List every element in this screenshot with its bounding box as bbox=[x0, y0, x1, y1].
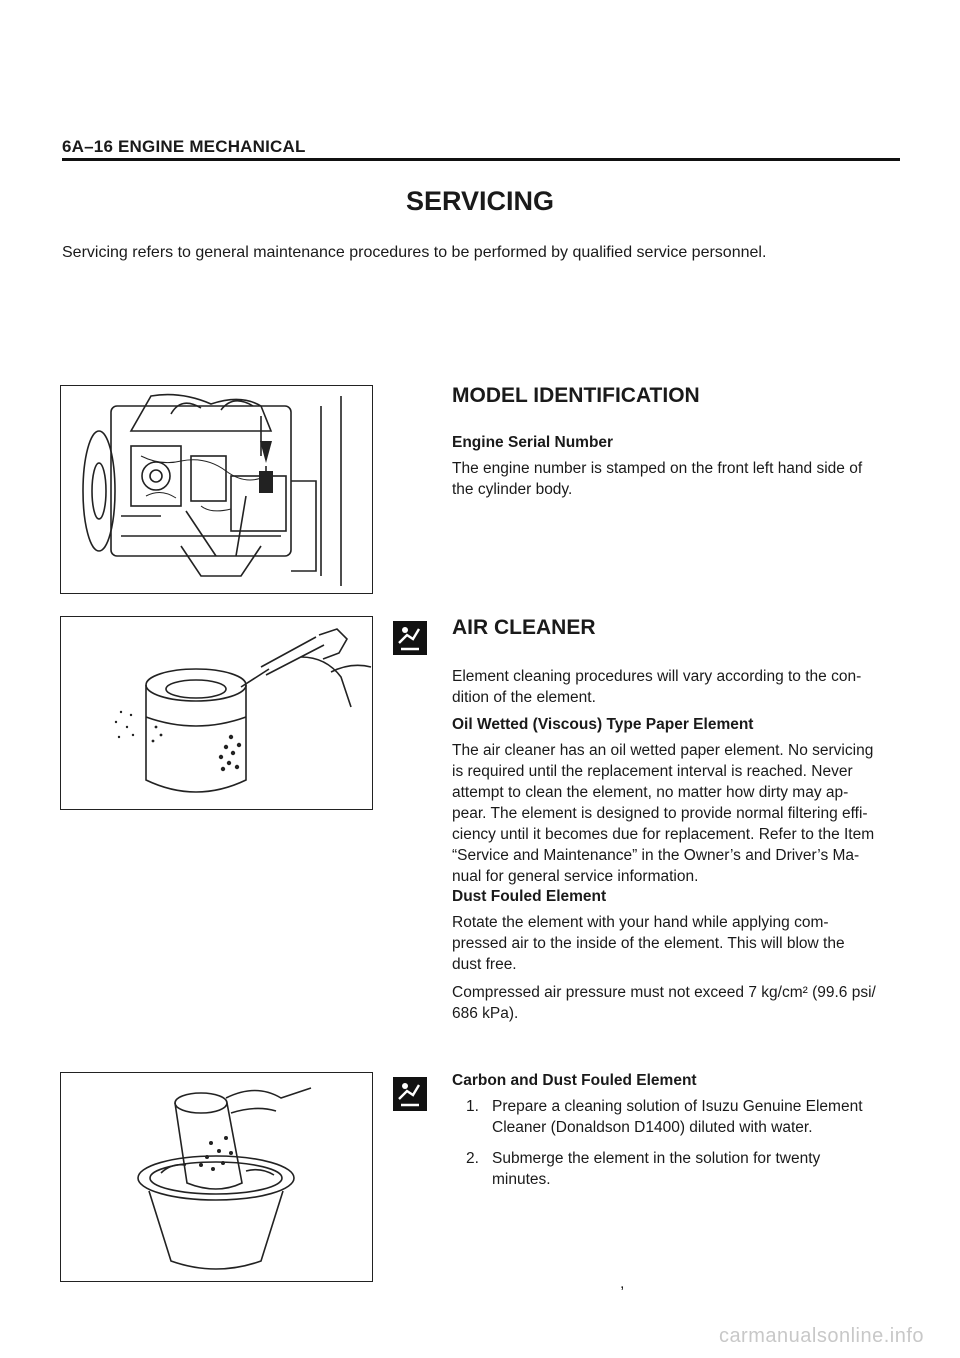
air-cleaner-intro-line-2: dition of the element. bbox=[452, 689, 596, 706]
oil-wetted-line-7: nual for general service information. bbox=[452, 868, 699, 885]
step-line-1: Submerge the element in the solution for twenty bbox=[492, 1150, 821, 1167]
engine-serial-number-heading: Engine Serial Number bbox=[452, 434, 614, 451]
stray-mark: , bbox=[620, 1275, 625, 1292]
service-indicator-icon bbox=[393, 621, 427, 655]
air-cleaner-figure bbox=[60, 616, 373, 810]
air-gun-filter-illustration bbox=[61, 617, 372, 809]
header-rule bbox=[62, 158, 900, 161]
oil-wetted-line-6: “Service and Maintenance” in the Owner’s and Driver’s Ma- bbox=[452, 847, 860, 864]
engine-illustration bbox=[61, 386, 372, 593]
air-pressure-spec bbox=[452, 982, 900, 1024]
element-bucket-illustration bbox=[61, 1073, 372, 1281]
air-cleaner-intro-line-1: Element cleaning procedures will vary according to the con- bbox=[452, 668, 862, 685]
carbon-dust-heading: Carbon and Dust Fouled Element bbox=[452, 1072, 697, 1089]
intro-text: Servicing refers to general maintenance procedures to be performed by qualified service personnel. bbox=[62, 244, 767, 261]
dust-fouled-line-2: pressed air to the inside of the element. This will blow the bbox=[452, 935, 845, 952]
step-number: 1. bbox=[466, 1098, 479, 1115]
step-line-2: minutes. bbox=[492, 1171, 551, 1188]
header-title: 6A–16 ENGINE MECHANICAL bbox=[62, 137, 306, 156]
engine-serial-line-1: The engine number is stamped on the front left hand side of bbox=[452, 460, 863, 477]
step-item bbox=[466, 1148, 900, 1190]
oil-wetted-heading: Oil Wetted (Viscous) Type Paper Element bbox=[452, 716, 754, 733]
oil-wetted-text bbox=[452, 740, 900, 887]
step-item bbox=[466, 1096, 900, 1138]
engine-serial-number-text bbox=[452, 458, 900, 500]
engine-figure bbox=[60, 385, 373, 594]
oil-wetted-line-3: attempt to clean the element, no matter how dirty may ap- bbox=[452, 784, 849, 801]
oil-wetted-line-5: ciency until it becomes due for replacement. Refer to the Item bbox=[452, 826, 875, 843]
air-cleaner-title: AIR CLEANER bbox=[452, 616, 596, 639]
air-pressure-line-1: Compressed air pressure must not exceed 7 kg/cm² (99.6 psi/ bbox=[452, 984, 876, 1001]
oil-wetted-line-1: The air cleaner has an oil wetted paper element. No servicing bbox=[452, 742, 874, 759]
model-identification-title: MODEL IDENTIFICATION bbox=[452, 384, 700, 407]
carbon-dust-steps bbox=[466, 1096, 900, 1200]
air-cleaner-intro bbox=[452, 666, 900, 708]
service-indicator-icon-2 bbox=[393, 1077, 427, 1111]
dust-fouled-text bbox=[452, 912, 900, 975]
oil-wetted-line-4: pear. The element is designed to provide normal filtering effi- bbox=[452, 805, 868, 822]
engine-serial-line-2: the cylinder body. bbox=[452, 481, 573, 498]
dust-fouled-line-3: dust free. bbox=[452, 956, 517, 973]
watermark: carmanualsonline.info bbox=[718, 1325, 924, 1347]
page-title: SERVICING bbox=[405, 186, 555, 216]
dust-fouled-line-1: Rotate the element with your hand while applying com- bbox=[452, 914, 829, 931]
step-number: 2. bbox=[466, 1150, 479, 1167]
oil-wetted-line-2: is required until the replacement interval is reached. Never bbox=[452, 763, 853, 780]
dust-fouled-heading: Dust Fouled Element bbox=[452, 888, 607, 905]
bucket-figure bbox=[60, 1072, 373, 1282]
air-pressure-line-2: 686 kPa). bbox=[452, 1005, 519, 1022]
step-line-1: Prepare a cleaning solution of Isuzu Genuine Element bbox=[492, 1098, 863, 1115]
step-line-2: Cleaner (Donaldson D1400) diluted with water. bbox=[492, 1119, 813, 1136]
